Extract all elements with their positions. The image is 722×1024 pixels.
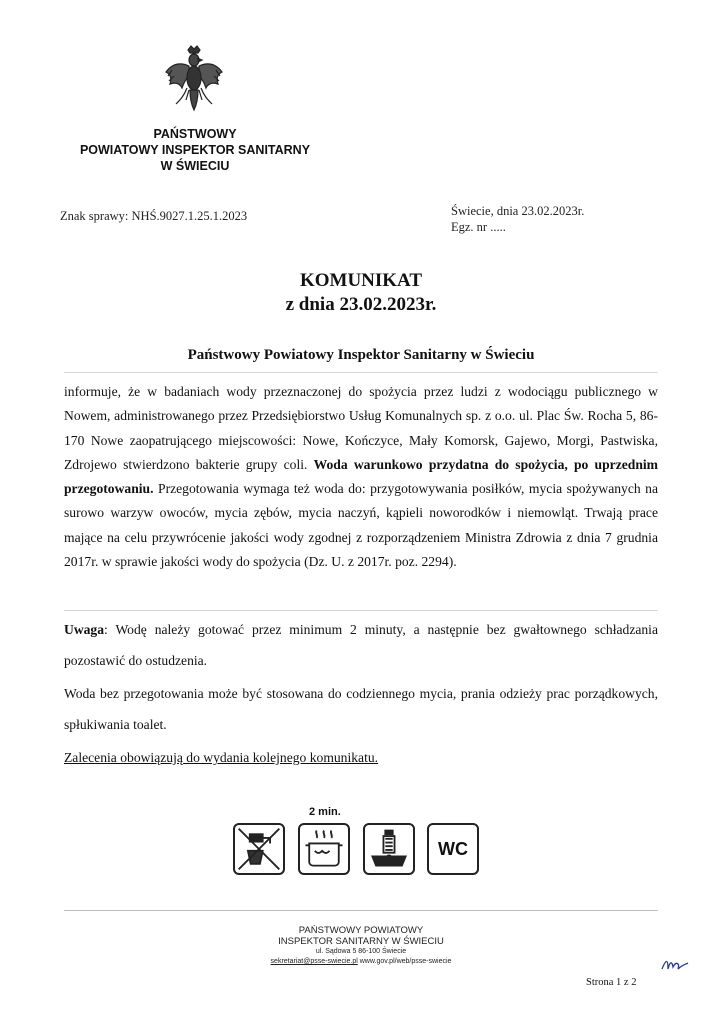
copy-number: Egz. nr ..... xyxy=(451,220,506,234)
divider xyxy=(64,372,658,373)
wc-label: WC xyxy=(438,838,468,859)
footer-website-link[interactable]: www.gov.pl/web/psse-swiecie xyxy=(359,958,452,965)
case-reference: Znak sprawy: NHŚ.9027.1.25.1.2023 xyxy=(60,209,248,223)
footer-email-link[interactable]: sekretariat@psse-swiecie.pl xyxy=(270,958,358,965)
main-paragraph xyxy=(64,380,658,574)
footer-divider xyxy=(64,910,658,911)
validity-note: Zalecenia obowiązują do wydania kolejnego komunikatu. xyxy=(64,750,379,765)
warning-paragraph xyxy=(64,614,658,676)
footer-line-1: PAŃSTWOWY POWIATOWY xyxy=(298,925,424,936)
divider xyxy=(64,610,658,611)
footer-contact xyxy=(0,957,722,967)
no-drinking-tap-icon xyxy=(233,823,285,875)
place-date: Świecie, dnia 23.02.2023r. xyxy=(451,204,585,218)
body-part-1: informuje, że w badaniach wody przeznaczonej do spożycia przez ludzi z wodociągu publicznego w Nowem, administrowanego przez Przedsiębiorstwo Usług Komunalnych sp. z o.o. ul. Plac Św. Rocha 5, 86-170 Nowe zaopatrującego miejscowości: Nowe, Kończyce, Mały Komorsk, Gajewo, Morgi, Pastwiska, Zdrojewo stwierdzono bakterie grupy coli. xyxy=(64,384,658,472)
issuer-line-3: W ŚWIECIU xyxy=(160,159,230,173)
handwritten-initials xyxy=(660,955,690,975)
boil-duration-label: 2 min. xyxy=(309,806,341,818)
page-number: Strona 1 z 2 xyxy=(586,977,637,988)
body-bold-statement: Woda warunkowo przydatna do spożycia, po uprzednim przegotowaniu. xyxy=(64,456,658,497)
issuer-line-1: PAŃSTWOWY xyxy=(153,127,237,141)
footer xyxy=(0,925,722,967)
document-title: KOMUNIKAT xyxy=(299,270,423,291)
usage-note: Woda bez przegotowania może być stosowana do codziennego mycia, prania odzieży prac porządkowych, spłukiwania toalet. xyxy=(64,686,658,732)
wc-icon xyxy=(427,823,479,875)
boiling-pot-icon xyxy=(298,823,350,875)
issuer-header xyxy=(60,126,330,174)
eagle-emblem-icon xyxy=(162,44,226,114)
footer-address: ul. Sądowa 5 86-100 Świecie xyxy=(315,948,407,955)
issuer-statement: Państwowy Powiatowy Inspektor Sanitarny w Świeciu xyxy=(187,347,535,363)
document-date: z dnia 23.02.2023r. xyxy=(285,294,437,315)
baby-bath-icon xyxy=(363,823,415,875)
warning-label: Uwaga xyxy=(64,622,105,637)
issuer-line-2: POWIATOWY INSPEKTOR SANITARNY xyxy=(79,143,311,157)
body-part-2: Przegotowania wymaga też woda do: przygotowywania posiłków, mycia spożywanych na surowo warzyw owoców, mycia zębów, mycia naczyń, kąpieli noworodków i niemowląt. Trwają prace mające na celu przywrócenie jakości wody zgodnej z rozporządzeniem Ministra Zdrowia z dnia 7 grudnia 2017r. w sprawie jakości wody do spożycia (Dz. U. z 2017r. poz. 2294). xyxy=(64,481,658,570)
footer-line-2: INSPEKTOR SANITARNY W ŚWIECIU xyxy=(278,936,444,947)
warning-text: : Wodę należy gotować przez minimum 2 minuty, a następnie bez gwałtownego schładzania pozostawić do ostudzenia. xyxy=(64,622,658,668)
